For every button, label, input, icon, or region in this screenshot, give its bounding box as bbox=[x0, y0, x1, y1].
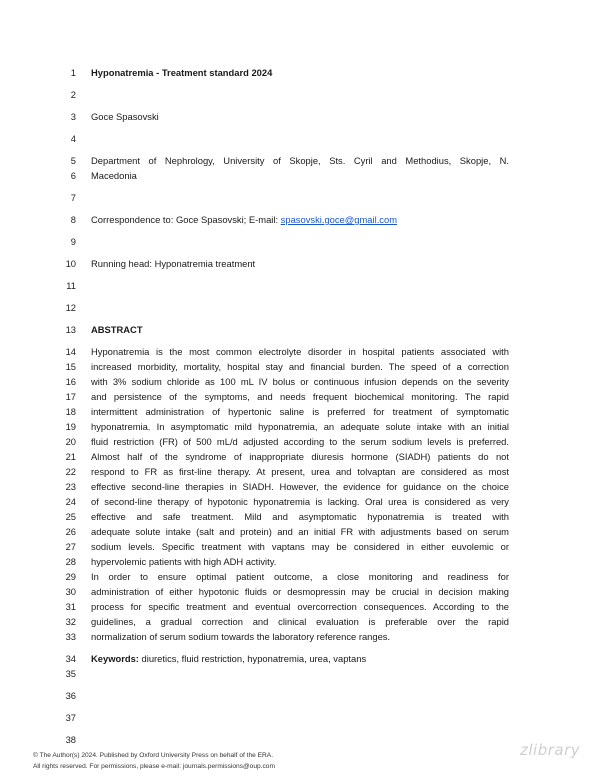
abstract-line: normalization of serum sodium towards the laboratory reference ranges. bbox=[91, 631, 391, 642]
line-number: 30 bbox=[65, 586, 76, 597]
abstract-line: adequate solute intake (salt and protein) and an initial FR with adjustments based on serum bbox=[91, 526, 509, 537]
line-number: 6 bbox=[70, 170, 76, 181]
line-number: 22 bbox=[65, 466, 76, 477]
keywords bbox=[91, 653, 366, 664]
abstract-line: fluid restriction (FR) of 500 mL/d adjusted according to the serum sodium levels is preferred. bbox=[91, 436, 509, 447]
abstract-line: and persistence of the symptoms, and needs frequent biochemical monitoring. The rapid bbox=[91, 391, 509, 402]
line-number: 34 bbox=[65, 653, 76, 664]
abstract-line: sodium levels. Specific treatment with vaptans may be considered in either euvolemic or bbox=[91, 541, 509, 552]
line-number: 21 bbox=[65, 451, 76, 462]
copyright-line: © The Author(s) 2024. Published by Oxford University Press on behalf of the ERA. bbox=[33, 752, 274, 759]
line-number: 37 bbox=[65, 712, 76, 723]
watermark: zlibrary bbox=[520, 741, 581, 759]
line-number: 1 bbox=[70, 67, 76, 78]
abstract-line: respond to FR as first-line therapy. At present, urea and tolvaptan are considered as most bbox=[91, 466, 509, 477]
line-number: 18 bbox=[65, 406, 76, 417]
line-number: 38 bbox=[65, 734, 76, 745]
line-number: 16 bbox=[65, 376, 76, 387]
line-number: 23 bbox=[65, 481, 76, 492]
line-number: 19 bbox=[65, 421, 76, 432]
line-number: 10 bbox=[65, 258, 76, 269]
abstract-line: effective and safe treatment. Mild and asymptomatic hyponatremia is treated with bbox=[91, 511, 509, 522]
line-number: 36 bbox=[65, 690, 76, 701]
abstract-line: In order to ensure optimal patient outcome, a close monitoring and readiness for bbox=[91, 571, 509, 582]
abstract-line: hyponatremia. In asymptomatic mild hyponatremia, an adequate solute intake with an initial bbox=[91, 421, 509, 432]
line-number: 9 bbox=[70, 236, 76, 247]
line-number: 12 bbox=[65, 302, 76, 313]
keywords-text: diuretics, fluid restriction, hyponatremia, urea, vaptans bbox=[138, 653, 367, 664]
abstract-line: process for specific treatment and eventual overcorrection consequences. According to the bbox=[91, 601, 509, 612]
line-number: 20 bbox=[65, 436, 76, 447]
permissions-line: All rights reserved. For permissions, please e-mail: journals.permissions@oup.com bbox=[33, 763, 275, 770]
line-number: 25 bbox=[65, 511, 76, 522]
abstract-line: of second-line therapy of hypotonic hyponatremia is lacking. Oral urea is considered as very bbox=[91, 496, 509, 507]
line-number: 28 bbox=[65, 556, 76, 567]
line-number: 31 bbox=[65, 601, 76, 612]
abstract-line: Almost half of the syndrome of inappropriate diuresis hormone (SIADH) patients do not bbox=[91, 451, 509, 462]
line-number: 13 bbox=[65, 324, 76, 335]
correspondence-prefix: Correspondence to: Goce Spasovski; E-mail: bbox=[91, 214, 281, 225]
paper-title: Hyponatremia - Treatment standard 2024 bbox=[91, 67, 273, 78]
abstract-line: intermittent administration of hypertonic saline is preferred for treatment of symptomatic bbox=[91, 406, 509, 417]
line-number: 4 bbox=[70, 133, 76, 144]
affiliation-line-2: Macedonia bbox=[91, 170, 137, 181]
affiliation-line-1: Department of Nephrology, University of Skopje, Sts. Cyril and Methodius, Skopje, N. bbox=[91, 155, 509, 166]
line-number: 26 bbox=[65, 526, 76, 537]
line-number: 5 bbox=[70, 155, 76, 166]
abstract-line: increased morbidity, mortality, hospital stay and financial burden. The speed of a correction bbox=[91, 361, 509, 372]
line-number: 24 bbox=[65, 496, 76, 507]
keywords-label: Keywords: bbox=[91, 653, 139, 664]
line-number: 14 bbox=[65, 346, 76, 357]
line-number: 7 bbox=[70, 192, 76, 203]
abstract-line: guidelines, a gradual correction and clinical evaluation is preferable over the rapid bbox=[91, 616, 509, 627]
abstract-line: with 3% sodium chloride as 100 mL IV bolus or continuous infusion depends on the severity bbox=[91, 376, 509, 387]
line-number: 33 bbox=[65, 631, 76, 642]
line-number: 17 bbox=[65, 391, 76, 402]
abstract-heading: ABSTRACT bbox=[91, 324, 143, 335]
abstract-line: hypervolemic patients with high ADH activity. bbox=[91, 556, 277, 567]
author-name: Goce Spasovski bbox=[91, 111, 159, 122]
line-number: 11 bbox=[66, 280, 76, 291]
line-number: 35 bbox=[65, 668, 76, 679]
email-link[interactable]: spasovski.goce@gmail.com bbox=[280, 214, 398, 225]
line-number: 15 bbox=[65, 361, 76, 372]
line-number: 3 bbox=[70, 111, 76, 122]
abstract-line: effective second-line therapies in SIADH. However, the evidence for guidance on the choice bbox=[91, 481, 509, 492]
line-number: 32 bbox=[65, 616, 76, 627]
line-number: 2 bbox=[70, 89, 76, 100]
line-number: 27 bbox=[65, 541, 76, 552]
line-number: 8 bbox=[70, 214, 76, 225]
abstract-line: administration of either hypotonic fluids or desmopressin may be crucial in decision making bbox=[91, 586, 509, 597]
correspondence bbox=[91, 214, 397, 225]
running-head: Running head: Hyponatremia treatment bbox=[91, 258, 256, 269]
abstract-line: Hyponatremia is the most common electrolyte disorder in hospital patients associated with bbox=[91, 346, 509, 357]
line-number: 29 bbox=[65, 571, 76, 582]
